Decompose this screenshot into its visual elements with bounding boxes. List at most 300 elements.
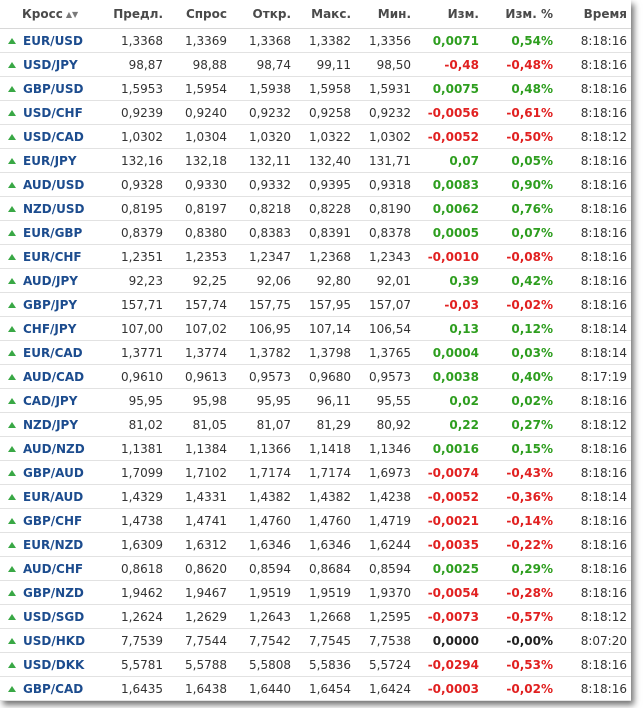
change-pct-cell: -0,53% <box>483 653 557 677</box>
low-cell: 0,9573 <box>355 365 415 389</box>
pair-link[interactable]: EUR/GBP <box>23 225 83 240</box>
ask-cell: 0,9240 <box>167 101 231 125</box>
low-cell: 1,4238 <box>355 485 415 509</box>
open-cell: 157,75 <box>231 293 295 317</box>
table-row <box>0 293 631 317</box>
time-cell: 8:18:16 <box>557 269 631 293</box>
high-cell: 99,11 <box>295 53 355 77</box>
table-row <box>0 461 631 485</box>
ask-cell: 1,5954 <box>167 77 231 101</box>
high-cell: 1,0322 <box>295 125 355 149</box>
ask-cell: 1,6438 <box>167 677 231 701</box>
time-cell: 8:18:16 <box>557 677 631 701</box>
up-arrow-icon <box>8 398 16 404</box>
change-pct-cell: 0,48% <box>483 77 557 101</box>
low-cell: 1,0302 <box>355 125 415 149</box>
open-cell: 1,7174 <box>231 461 295 485</box>
low-cell: 1,3765 <box>355 341 415 365</box>
low-cell: 92,01 <box>355 269 415 293</box>
change-cell: 0,0038 <box>415 365 483 389</box>
open-cell: 95,95 <box>231 389 295 413</box>
pair-link[interactable]: NZD/USD <box>23 201 85 216</box>
bid-cell: 1,6435 <box>103 677 167 701</box>
change-pct-cell: 0,40% <box>483 365 557 389</box>
time-cell: 8:18:16 <box>557 53 631 77</box>
up-arrow-icon <box>8 86 16 92</box>
time-cell: 8:18:12 <box>557 605 631 629</box>
high-cell: 1,3798 <box>295 341 355 365</box>
time-cell: 8:18:16 <box>557 653 631 677</box>
time-cell: 8:18:16 <box>557 293 631 317</box>
bid-cell: 95,95 <box>103 389 167 413</box>
time-cell: 8:18:16 <box>557 437 631 461</box>
pair-cell <box>0 677 103 701</box>
change-cell: -0,0294 <box>415 653 483 677</box>
high-cell: 81,29 <box>295 413 355 437</box>
pair-link[interactable]: CHF/JPY <box>23 321 77 336</box>
time-cell: 8:18:16 <box>557 389 631 413</box>
pair-cell <box>0 557 103 581</box>
time-cell: 8:18:14 <box>557 341 631 365</box>
ask-cell: 1,3774 <box>167 341 231 365</box>
low-cell: 0,9232 <box>355 101 415 125</box>
pair-cell <box>0 197 103 221</box>
column-header-open[interactable]: Откр. <box>231 0 295 29</box>
high-cell: 7,7545 <box>295 629 355 653</box>
column-header-pair[interactable] <box>0 0 103 29</box>
up-arrow-icon <box>8 422 16 428</box>
ask-cell: 107,02 <box>167 317 231 341</box>
table-row <box>0 437 631 461</box>
open-cell: 1,1366 <box>231 437 295 461</box>
pair-link[interactable]: AUD/JPY <box>23 273 78 288</box>
ask-cell: 1,0304 <box>167 125 231 149</box>
up-arrow-icon <box>8 566 16 572</box>
pair-cell <box>0 293 103 317</box>
time-cell: 8:18:14 <box>557 485 631 509</box>
table-row <box>0 509 631 533</box>
open-cell: 1,0320 <box>231 125 295 149</box>
bid-cell: 1,3368 <box>103 29 167 53</box>
ask-cell: 132,18 <box>167 149 231 173</box>
pair-link[interactable]: USD/CHF <box>23 105 83 120</box>
up-arrow-icon <box>8 38 16 44</box>
time-cell: 8:18:16 <box>557 173 631 197</box>
low-cell: 1,3356 <box>355 29 415 53</box>
open-cell: 1,3782 <box>231 341 295 365</box>
table-row <box>0 533 631 557</box>
open-cell: 0,9232 <box>231 101 295 125</box>
up-arrow-icon <box>8 326 16 332</box>
time-cell: 8:18:16 <box>557 101 631 125</box>
change-pct-cell: 0,03% <box>483 341 557 365</box>
table-body <box>0 29 631 701</box>
table-row <box>0 197 631 221</box>
change-pct-cell: -0,50% <box>483 125 557 149</box>
change-pct-cell: 0,02% <box>483 389 557 413</box>
change-cell: -0,0010 <box>415 245 483 269</box>
open-cell: 132,11 <box>231 149 295 173</box>
change-cell: -0,0035 <box>415 533 483 557</box>
high-cell: 1,6346 <box>295 533 355 557</box>
time-cell: 8:18:12 <box>557 125 631 149</box>
bid-cell: 81,02 <box>103 413 167 437</box>
change-cell: 0,0004 <box>415 341 483 365</box>
up-arrow-icon <box>8 590 16 596</box>
ask-cell: 1,2353 <box>167 245 231 269</box>
high-cell: 92,80 <box>295 269 355 293</box>
bid-cell: 0,8379 <box>103 221 167 245</box>
change-pct-cell: 0,76% <box>483 197 557 221</box>
open-cell: 0,9573 <box>231 365 295 389</box>
time-cell: 8:18:16 <box>557 581 631 605</box>
pair-cell <box>0 149 103 173</box>
high-cell: 0,9258 <box>295 101 355 125</box>
pair-link[interactable]: GBP/NZD <box>23 585 84 600</box>
table-row <box>0 485 631 509</box>
open-cell: 1,4760 <box>231 509 295 533</box>
pair-link[interactable]: NZD/JPY <box>23 417 79 432</box>
high-cell: 1,1418 <box>295 437 355 461</box>
high-cell: 5,5836 <box>295 653 355 677</box>
change-pct-cell: 0,54% <box>483 29 557 53</box>
bid-cell: 1,9462 <box>103 581 167 605</box>
high-cell: 1,7174 <box>295 461 355 485</box>
up-arrow-icon <box>8 350 16 356</box>
high-cell: 96,11 <box>295 389 355 413</box>
time-cell: 8:18:16 <box>557 197 631 221</box>
column-header-change[interactable]: Изм. <box>415 0 483 29</box>
pair-cell <box>0 53 103 77</box>
bid-cell: 1,7099 <box>103 461 167 485</box>
change-cell: -0,0003 <box>415 677 483 701</box>
ask-cell: 1,3369 <box>167 29 231 53</box>
bid-cell: 1,2351 <box>103 245 167 269</box>
pair-link[interactable]: EUR/NZD <box>23 537 84 552</box>
bid-cell: 1,4329 <box>103 485 167 509</box>
change-cell: -0,0052 <box>415 485 483 509</box>
change-cell: 0,07 <box>415 149 483 173</box>
up-arrow-icon <box>8 254 16 260</box>
table-row <box>0 125 631 149</box>
pair-link[interactable]: AUD/CAD <box>23 369 85 384</box>
bid-cell: 1,4738 <box>103 509 167 533</box>
bid-cell: 157,71 <box>103 293 167 317</box>
time-cell: 8:18:14 <box>557 317 631 341</box>
high-cell: 1,4760 <box>295 509 355 533</box>
pair-link[interactable]: USD/JPY <box>23 57 78 72</box>
change-pct-cell: -0,43% <box>483 461 557 485</box>
change-cell: -0,0054 <box>415 581 483 605</box>
low-cell: 80,92 <box>355 413 415 437</box>
bid-cell: 1,6309 <box>103 533 167 557</box>
open-cell: 5,5808 <box>231 653 295 677</box>
low-cell: 1,1346 <box>355 437 415 461</box>
open-cell: 1,6440 <box>231 677 295 701</box>
pair-cell <box>0 485 103 509</box>
open-cell: 0,8383 <box>231 221 295 245</box>
change-pct-cell: 0,29% <box>483 557 557 581</box>
ask-cell: 1,2629 <box>167 605 231 629</box>
pair-cell <box>0 581 103 605</box>
table-row <box>0 77 631 101</box>
pair-link[interactable]: CAD/JPY <box>23 393 78 408</box>
pair-cell <box>0 125 103 149</box>
high-cell: 1,4382 <box>295 485 355 509</box>
up-arrow-icon <box>8 230 16 236</box>
time-cell: 8:18:12 <box>557 413 631 437</box>
change-cell: 0,0083 <box>415 173 483 197</box>
pair-cell <box>0 245 103 269</box>
high-cell: 0,9395 <box>295 173 355 197</box>
up-arrow-icon <box>8 470 16 476</box>
time-cell: 8:18:16 <box>557 557 631 581</box>
low-cell: 0,9318 <box>355 173 415 197</box>
ask-cell: 0,8380 <box>167 221 231 245</box>
pair-link[interactable]: GBP/JPY <box>23 297 78 312</box>
ask-cell: 92,25 <box>167 269 231 293</box>
low-cell: 1,5931 <box>355 77 415 101</box>
pair-cell <box>0 413 103 437</box>
pair-link[interactable]: EUR/CAD <box>23 345 83 360</box>
change-pct-cell: 0,07% <box>483 221 557 245</box>
column-header-time[interactable]: Время <box>557 0 631 29</box>
pair-link[interactable]: USD/CAD <box>23 129 84 144</box>
pair-link[interactable]: AUD/NZD <box>23 441 85 456</box>
time-cell: 8:18:16 <box>557 461 631 485</box>
open-cell: 1,4382 <box>231 485 295 509</box>
bid-cell: 1,2624 <box>103 605 167 629</box>
change-cell: 0,0075 <box>415 77 483 101</box>
time-cell: 8:18:16 <box>557 509 631 533</box>
change-cell: 0,22 <box>415 413 483 437</box>
bid-cell: 1,5953 <box>103 77 167 101</box>
pair-cell <box>0 389 103 413</box>
open-cell: 1,6346 <box>231 533 295 557</box>
up-arrow-icon <box>8 278 16 284</box>
bid-cell: 0,9239 <box>103 101 167 125</box>
low-cell: 131,71 <box>355 149 415 173</box>
up-arrow-icon <box>8 182 16 188</box>
column-header-ask[interactable]: Спрос <box>167 0 231 29</box>
time-cell: 8:07:20 <box>557 629 631 653</box>
low-cell: 1,6244 <box>355 533 415 557</box>
table-row <box>0 653 631 677</box>
pair-link[interactable]: GBP/CAD <box>23 681 84 696</box>
bid-cell: 0,9328 <box>103 173 167 197</box>
change-pct-cell: 0,90% <box>483 173 557 197</box>
table-row <box>0 29 631 53</box>
column-header-change-pct[interactable]: Изм. % <box>483 0 557 29</box>
bid-cell: 92,23 <box>103 269 167 293</box>
table-row <box>0 413 631 437</box>
table-row <box>0 629 631 653</box>
change-cell: -0,0073 <box>415 605 483 629</box>
up-arrow-icon <box>8 518 16 524</box>
table-row <box>0 245 631 269</box>
low-cell: 7,7538 <box>355 629 415 653</box>
table-row <box>0 389 631 413</box>
high-cell: 1,2668 <box>295 605 355 629</box>
high-cell: 132,40 <box>295 149 355 173</box>
time-cell: 8:18:16 <box>557 533 631 557</box>
bid-cell: 98,87 <box>103 53 167 77</box>
high-cell: 0,8228 <box>295 197 355 221</box>
low-cell: 1,6424 <box>355 677 415 701</box>
pair-link[interactable]: USD/HKD <box>23 633 86 648</box>
ask-cell: 0,8620 <box>167 557 231 581</box>
low-cell: 157,07 <box>355 293 415 317</box>
ask-cell: 5,5788 <box>167 653 231 677</box>
up-arrow-icon <box>8 206 16 212</box>
pair-cell <box>0 173 103 197</box>
change-pct-cell: -0,00% <box>483 629 557 653</box>
ask-cell: 1,4741 <box>167 509 231 533</box>
time-cell: 8:17:19 <box>557 365 631 389</box>
pair-link[interactable]: EUR/USD <box>23 33 83 48</box>
pair-link[interactable]: GBP/CHF <box>23 513 83 528</box>
pair-cell <box>0 365 103 389</box>
pair-link[interactable]: USD/SGD <box>23 609 85 624</box>
table-header <box>0 0 631 29</box>
open-cell: 0,8594 <box>231 557 295 581</box>
pair-cell <box>0 437 103 461</box>
sort-up-down-icon: ▲▼ <box>65 10 79 19</box>
change-pct-cell: -0,08% <box>483 245 557 269</box>
low-cell: 0,8378 <box>355 221 415 245</box>
open-cell: 1,2643 <box>231 605 295 629</box>
low-cell: 1,2595 <box>355 605 415 629</box>
high-cell: 1,2368 <box>295 245 355 269</box>
open-cell: 92,06 <box>231 269 295 293</box>
change-cell: 0,13 <box>415 317 483 341</box>
change-pct-cell: -0,57% <box>483 605 557 629</box>
table-row <box>0 677 631 701</box>
bid-cell: 1,0302 <box>103 125 167 149</box>
ask-cell: 7,7544 <box>167 629 231 653</box>
open-cell: 106,95 <box>231 317 295 341</box>
pair-link[interactable]: EUR/CHF <box>23 249 82 264</box>
bid-cell: 5,5781 <box>103 653 167 677</box>
high-cell: 1,3382 <box>295 29 355 53</box>
pair-link[interactable]: AUD/USD <box>23 177 85 192</box>
open-cell: 1,5938 <box>231 77 295 101</box>
pair-cell <box>0 629 103 653</box>
column-header-pair-label: Кросс <box>22 7 63 21</box>
table-row <box>0 221 631 245</box>
pair-link[interactable]: GBP/USD <box>23 81 84 96</box>
change-cell: 0,0005 <box>415 221 483 245</box>
table-row <box>0 149 631 173</box>
change-cell: -0,0021 <box>415 509 483 533</box>
ask-cell: 157,74 <box>167 293 231 317</box>
table-row <box>0 581 631 605</box>
open-cell: 98,74 <box>231 53 295 77</box>
pair-link[interactable]: GBP/AUD <box>23 465 84 480</box>
pair-cell <box>0 29 103 53</box>
low-cell: 1,6973 <box>355 461 415 485</box>
pair-link[interactable]: USD/DKK <box>23 657 85 672</box>
table-row <box>0 557 631 581</box>
table-row <box>0 269 631 293</box>
ask-cell: 98,88 <box>167 53 231 77</box>
column-header-high[interactable]: Макс. <box>295 0 355 29</box>
change-pct-cell: -0,14% <box>483 509 557 533</box>
open-cell: 81,07 <box>231 413 295 437</box>
bid-cell: 0,8618 <box>103 557 167 581</box>
ask-cell: 0,9613 <box>167 365 231 389</box>
change-pct-cell: 0,27% <box>483 413 557 437</box>
pair-cell <box>0 221 103 245</box>
ask-cell: 95,98 <box>167 389 231 413</box>
pair-cell <box>0 77 103 101</box>
bid-cell: 1,3771 <box>103 341 167 365</box>
pair-cell <box>0 653 103 677</box>
table-row <box>0 365 631 389</box>
ask-cell: 0,8197 <box>167 197 231 221</box>
ask-cell: 1,4331 <box>167 485 231 509</box>
low-cell: 1,4719 <box>355 509 415 533</box>
pair-cell <box>0 269 103 293</box>
change-pct-cell: -0,61% <box>483 101 557 125</box>
up-arrow-icon <box>8 494 16 500</box>
up-arrow-icon <box>8 542 16 548</box>
bid-cell: 1,1381 <box>103 437 167 461</box>
change-cell: -0,0052 <box>415 125 483 149</box>
high-cell: 107,14 <box>295 317 355 341</box>
pair-link[interactable]: EUR/JPY <box>23 153 77 168</box>
change-cell: -0,0056 <box>415 101 483 125</box>
up-arrow-icon <box>8 110 16 116</box>
pair-cell <box>0 101 103 125</box>
change-pct-cell: -0,22% <box>483 533 557 557</box>
open-cell: 0,9332 <box>231 173 295 197</box>
bid-cell: 107,00 <box>103 317 167 341</box>
ask-cell: 81,05 <box>167 413 231 437</box>
change-pct-cell: 0,12% <box>483 317 557 341</box>
ask-cell: 1,9467 <box>167 581 231 605</box>
time-cell: 8:18:16 <box>557 29 631 53</box>
change-pct-cell: -0,48% <box>483 53 557 77</box>
up-arrow-icon <box>8 374 16 380</box>
low-cell: 98,50 <box>355 53 415 77</box>
pair-cell <box>0 533 103 557</box>
pair-cell <box>0 461 103 485</box>
up-arrow-icon <box>8 614 16 620</box>
pair-link[interactable]: EUR/AUD <box>23 489 84 504</box>
change-pct-cell: 0,15% <box>483 437 557 461</box>
bid-cell: 132,16 <box>103 149 167 173</box>
table-row <box>0 173 631 197</box>
pair-link[interactable]: AUD/CHF <box>23 561 84 576</box>
low-cell: 0,8594 <box>355 557 415 581</box>
pair-cell <box>0 509 103 533</box>
column-header-bid[interactable]: Предл. <box>103 0 167 29</box>
table-row <box>0 341 631 365</box>
high-cell: 1,5958 <box>295 77 355 101</box>
change-cell: 0,02 <box>415 389 483 413</box>
open-cell: 0,8218 <box>231 197 295 221</box>
high-cell: 0,8684 <box>295 557 355 581</box>
change-cell: -0,48 <box>415 53 483 77</box>
ask-cell: 1,1384 <box>167 437 231 461</box>
change-pct-cell: 0,42% <box>483 269 557 293</box>
up-arrow-icon <box>8 686 16 692</box>
column-header-low[interactable]: Мин. <box>355 0 415 29</box>
up-arrow-icon <box>8 134 16 140</box>
time-cell: 8:18:16 <box>557 77 631 101</box>
ask-cell: 1,6312 <box>167 533 231 557</box>
